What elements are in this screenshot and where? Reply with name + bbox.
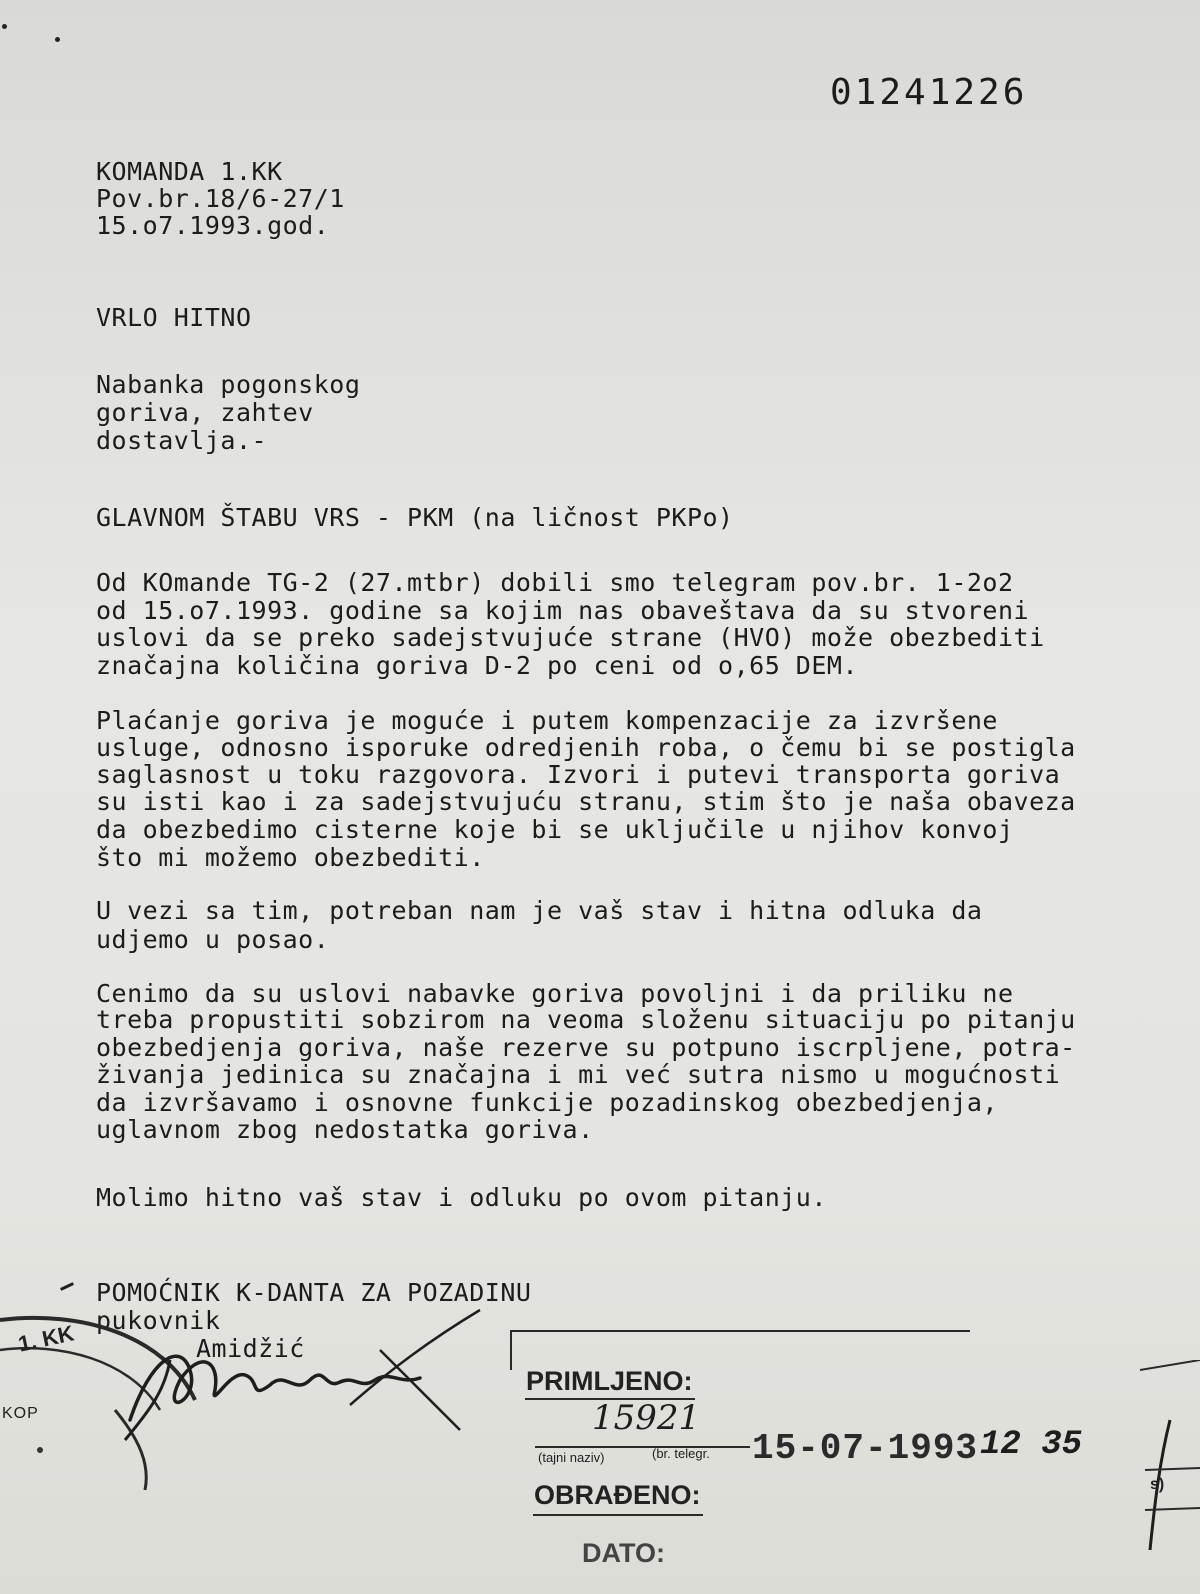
paragraph-line: uslovi da se preko sadejstvujuće strane (HVO) može obezbediti: [96, 623, 1045, 652]
paragraph-line: U vezi sa tim, potreban nam je vaš stav i hitna odluka da: [96, 896, 983, 925]
stamp-underline: [533, 1514, 703, 1516]
paragraph-line: značajna količina goriva D-2 po ceni od o,65 DEM.: [96, 651, 859, 680]
seal-text-side: KOP: [2, 1405, 39, 1422]
paragraph-line: obezbedjenja goriva, naše rezerve su potpuno iscrpljene, potra-: [96, 1033, 1076, 1062]
paragraph-line: da obezbedimo cisterne koje bi se uključile u njihov konvoj: [96, 815, 1014, 844]
stamp-time: 12 35: [980, 1426, 1083, 1464]
paragraph-line: Od KOmande TG-2 (27.mtbr) dobili smo telegram pov.br. 1-2o2: [96, 568, 1014, 597]
scan-speck: [55, 37, 60, 42]
paragraph-line: saglasnost u toku razgovora. Izvori i putevi transporta goriva: [96, 760, 1061, 789]
paragraph-line: uglavnom zbog nedostatka goriva.: [96, 1115, 594, 1144]
stamp-field-rule: [535, 1446, 750, 1448]
handwritten-registration-number: 15921: [592, 1398, 701, 1438]
stamp-top-rule: [510, 1330, 970, 1332]
document-number: 01241226: [830, 72, 1028, 113]
paragraph-line: usluge, odnosno isporuke odredjenih roba, o čemu bi se postigla: [96, 733, 1076, 762]
stamp-side-label: s): [1150, 1476, 1165, 1493]
stamp-received-label: PRIMLJENO:: [526, 1366, 693, 1396]
header-date: 15.o7.1993.god.: [96, 211, 330, 240]
paragraph-line: što mi možemo obezbediti.: [96, 843, 485, 872]
urgency-label: VRLO HITNO: [96, 303, 252, 332]
stamp-field-telegram-number: (br. telegr.: [652, 1446, 710, 1461]
stamp-date: 15-07-1993: [752, 1428, 979, 1469]
scan-speck: [2, 24, 7, 29]
paragraph-line: Plaćanje goriva je moguće i putem kompenzacije za izvršene: [96, 706, 998, 735]
paragraph-line: su isti kao i za sadejstvujuću stranu, stim što je naša obaveza: [96, 787, 1076, 816]
paragraph-line: treba propustiti sobzirom na veoma složenu situaciju po pitanju: [96, 1005, 1076, 1034]
paragraph-line: živanja jedinica su značajna i mi već sutra nismo u mogućnosti: [96, 1060, 1061, 1089]
stamp-dato-label: DATO:: [582, 1538, 665, 1568]
subject-line: dostavlja.-: [96, 426, 268, 455]
header-reference-number: Pov.br.18/6-27/1: [96, 184, 345, 213]
signature-name: Amidžić: [196, 1334, 305, 1363]
signature-rank: pukovnik: [96, 1306, 221, 1335]
subject-line: goriva, zahtev: [96, 398, 314, 427]
recipient: GLAVNOM ŠTABU VRS - PKM (na ličnost PKPo): [96, 503, 734, 532]
seal-text-top: 1. KK: [15, 1320, 77, 1357]
paragraph-line: udjemo u posao.: [96, 925, 330, 954]
paragraph-line: da izvršavamo i osnovne funkcije pozadinskog obezbedjenja,: [96, 1088, 998, 1117]
paragraph-5: Molimo hitno vaš stav i odluku po ovom pitanju.: [96, 1183, 827, 1212]
stamp-processed-label: OBRAĐENO:: [534, 1480, 701, 1510]
paragraph-line: Cenimo da su uslovi nabavke goriva povoljni i da priliku ne: [96, 979, 1014, 1008]
signature-title: POMOĆNIK K-DANTA ZA POZADINU: [96, 1278, 532, 1307]
paragraph-line: od 15.o7.1993. godine sa kojim nas obaveštava da su stvoreni: [96, 596, 1030, 625]
stamp-field-secret-name: (tajni naziv): [538, 1450, 605, 1465]
header-command: KOMANDA 1.KK: [96, 157, 283, 186]
stamp-right-border: [1130, 1360, 1200, 1560]
stamp-left-rule: [510, 1330, 512, 1370]
handwritten-signature: [120, 1300, 540, 1460]
subject-line: Nabanka pogonskog: [96, 370, 361, 399]
